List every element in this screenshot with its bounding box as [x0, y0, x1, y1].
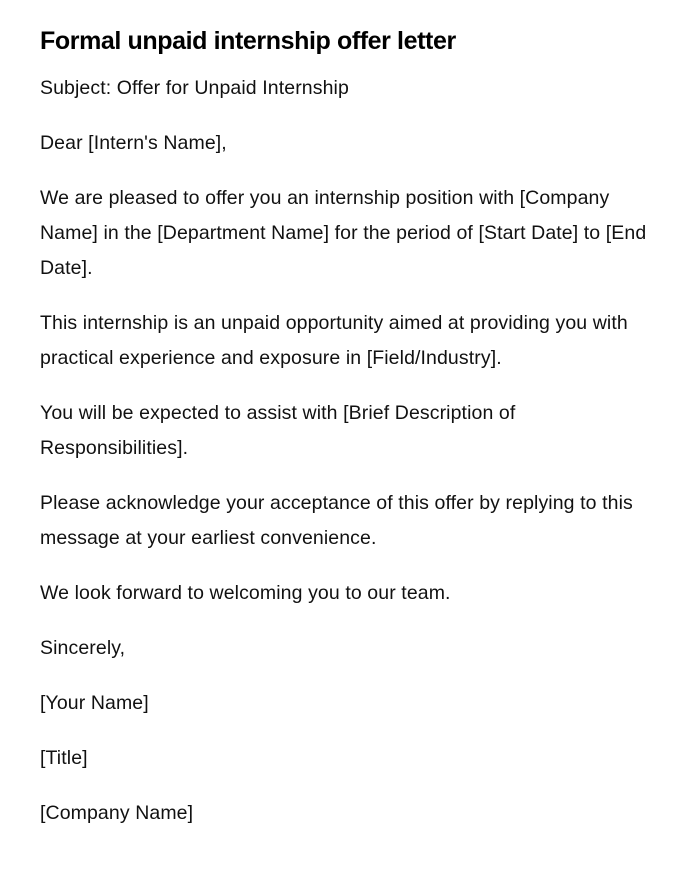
body-paragraph-offer: We are pleased to offer you an internship position with [Company Name] in the [Department Name] for the period of [Start Date] to [End Date].	[40, 187, 647, 279]
body-paragraph-welcome: We look forward to welcoming you to our team.	[40, 582, 451, 604]
signature-title: [Title]	[40, 747, 88, 769]
closing: Sincerely,	[40, 637, 126, 659]
document-title: Formal unpaid internship offer letter	[40, 27, 456, 55]
letter-document	[40, 24, 650, 851]
body-paragraph-unpaid: This internship is an unpaid opportunity aimed at providing you with practical experience and exposure in [Field/Industry].	[40, 312, 628, 369]
signature-company: [Company Name]	[40, 802, 194, 824]
subject-line: Subject: Offer for Unpaid Internship	[40, 77, 349, 99]
body-paragraph-acknowledge: Please acknowledge your acceptance of this offer by replying to this message at your earliest convenience.	[40, 492, 633, 549]
body-paragraph-responsibilities: You will be expected to assist with [Brief Description of Responsibilities].	[40, 402, 516, 459]
signature-name: [Your Name]	[40, 692, 149, 714]
salutation: Dear [Intern's Name],	[40, 132, 227, 154]
